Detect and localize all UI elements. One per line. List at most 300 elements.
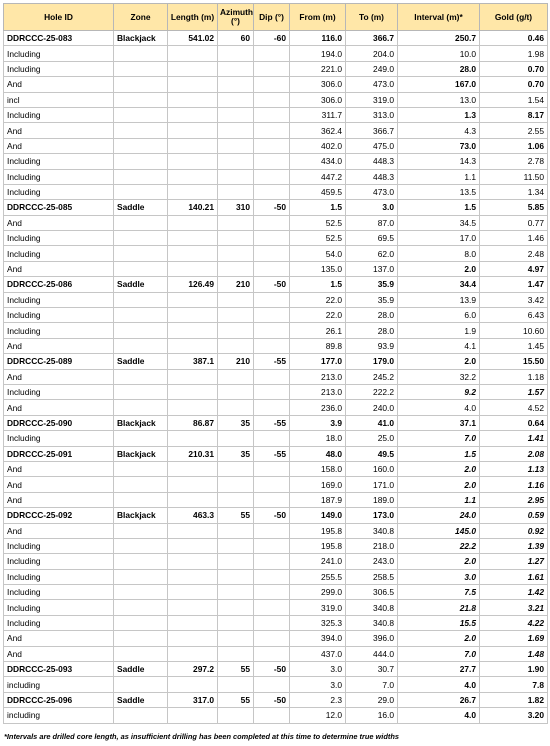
table-row-sub [4, 461, 548, 476]
cell-interval: 28.0 [398, 61, 480, 76]
cell-zone [114, 400, 168, 415]
cell-gold: 2.08 [480, 446, 548, 461]
cell-interval: 7.0 [398, 431, 480, 446]
cell-from: 194.0 [290, 46, 346, 61]
cell-zone: Saddle [114, 200, 168, 215]
cell-dip [254, 615, 290, 630]
cell-hole-id: Including [4, 184, 114, 199]
cell-hole-id: Including [4, 61, 114, 76]
cell-interval: 13.0 [398, 92, 480, 107]
cell-to: 218.0 [346, 538, 398, 553]
cell-dip [254, 400, 290, 415]
cell-zone [114, 585, 168, 600]
cell-hole-id: And [4, 492, 114, 507]
cell-dip [254, 46, 290, 61]
cell-to: 249.0 [346, 61, 398, 76]
cell-from: 319.0 [290, 600, 346, 615]
cell-from: 54.0 [290, 246, 346, 261]
cell-azimuth [218, 538, 254, 553]
cell-azimuth [218, 154, 254, 169]
cell-hole-id: And [4, 77, 114, 92]
cell-azimuth: 310 [218, 200, 254, 215]
cell-length: 140.21 [168, 200, 218, 215]
cell-dip [254, 538, 290, 553]
cell-azimuth [218, 308, 254, 323]
cell-azimuth [218, 338, 254, 353]
cell-gold: 1.47 [480, 277, 548, 292]
cell-azimuth [218, 261, 254, 276]
cell-from: 177.0 [290, 354, 346, 369]
cell-gold: 1.57 [480, 384, 548, 399]
cell-hole-id: DDRCCC-25-086 [4, 277, 114, 292]
cell-gold: 4.97 [480, 261, 548, 276]
cell-dip [254, 184, 290, 199]
cell-zone: Blackjack [114, 31, 168, 46]
cell-length [168, 292, 218, 307]
cell-to: 35.9 [346, 277, 398, 292]
table-row-sub [4, 123, 548, 138]
cell-from: 221.0 [290, 61, 346, 76]
cell-hole-id: DDRCCC-25-085 [4, 200, 114, 215]
cell-zone [114, 231, 168, 246]
cell-to: 3.0 [346, 200, 398, 215]
cell-interval: 27.7 [398, 662, 480, 677]
cell-dip [254, 138, 290, 153]
table-row-sub [4, 169, 548, 184]
cell-hole-id: Including [4, 154, 114, 169]
cell-from: 236.0 [290, 400, 346, 415]
cell-to: 137.0 [346, 261, 398, 276]
table-row-sub [4, 246, 548, 261]
cell-to: 448.3 [346, 169, 398, 184]
cell-from: 195.8 [290, 523, 346, 538]
cell-from: 187.9 [290, 492, 346, 507]
cell-azimuth [218, 569, 254, 584]
cell-azimuth [218, 646, 254, 661]
cell-hole-id: And [4, 261, 114, 276]
cell-length [168, 615, 218, 630]
cell-from: 52.5 [290, 215, 346, 230]
cell-interval: 13.5 [398, 184, 480, 199]
table-row-sub [4, 523, 548, 538]
table-row-hole [4, 415, 548, 430]
cell-hole-id: Including [4, 585, 114, 600]
cell-from: 116.0 [290, 31, 346, 46]
table-row-sub [4, 215, 548, 230]
cell-dip [254, 61, 290, 76]
cell-azimuth: 35 [218, 446, 254, 461]
cell-gold: 15.50 [480, 354, 548, 369]
cell-to: 7.0 [346, 677, 398, 692]
cell-zone [114, 600, 168, 615]
cell-interval: 4.0 [398, 677, 480, 692]
table-row-sub [4, 61, 548, 76]
cell-hole-id: And [4, 523, 114, 538]
cell-hole-id: Including [4, 107, 114, 122]
table-row-hole [4, 692, 548, 707]
cell-from: 48.0 [290, 446, 346, 461]
cell-hole-id: DDRCCC-25-092 [4, 508, 114, 523]
cell-azimuth [218, 477, 254, 492]
cell-gold: 1.98 [480, 46, 548, 61]
cell-length [168, 461, 218, 476]
header-to: To (m) [346, 4, 398, 31]
cell-azimuth: 55 [218, 692, 254, 707]
cell-to: 366.7 [346, 31, 398, 46]
cell-azimuth [218, 215, 254, 230]
cell-zone [114, 477, 168, 492]
cell-gold: 1.06 [480, 138, 548, 153]
cell-length [168, 77, 218, 92]
cell-dip [254, 123, 290, 138]
cell-gold: 7.8 [480, 677, 548, 692]
table-row-sub [4, 554, 548, 569]
cell-to: 204.0 [346, 46, 398, 61]
cell-length [168, 631, 218, 646]
cell-hole-id: Including [4, 569, 114, 584]
cell-to: 245.2 [346, 369, 398, 384]
table-row-sub [4, 677, 548, 692]
cell-length [168, 708, 218, 723]
cell-hole-id: And [4, 646, 114, 661]
cell-zone [114, 677, 168, 692]
cell-interval: 15.5 [398, 615, 480, 630]
cell-zone [114, 123, 168, 138]
cell-to: 396.0 [346, 631, 398, 646]
cell-zone [114, 538, 168, 553]
cell-hole-id: including [4, 677, 114, 692]
cell-zone [114, 184, 168, 199]
cell-hole-id: DDRCCC-25-093 [4, 662, 114, 677]
cell-interval: 4.1 [398, 338, 480, 353]
table-row-sub [4, 569, 548, 584]
cell-gold: 0.70 [480, 77, 548, 92]
cell-gold: 0.92 [480, 523, 548, 538]
cell-hole-id: And [4, 400, 114, 415]
cell-hole-id: And [4, 338, 114, 353]
cell-length [168, 538, 218, 553]
cell-zone [114, 308, 168, 323]
cell-azimuth [218, 461, 254, 476]
cell-azimuth: 55 [218, 662, 254, 677]
cell-zone: Saddle [114, 662, 168, 677]
cell-interval: 1.3 [398, 107, 480, 122]
cell-azimuth: 55 [218, 508, 254, 523]
cell-azimuth [218, 600, 254, 615]
cell-azimuth [218, 554, 254, 569]
cell-dip [254, 261, 290, 276]
cell-to: 35.9 [346, 292, 398, 307]
cell-gold: 4.52 [480, 400, 548, 415]
cell-azimuth [218, 107, 254, 122]
cell-to: 93.9 [346, 338, 398, 353]
cell-to: 49.5 [346, 446, 398, 461]
table-row-sub [4, 77, 548, 92]
cell-azimuth [218, 631, 254, 646]
table-row-sub [4, 107, 548, 122]
cell-to: 473.0 [346, 184, 398, 199]
cell-azimuth [218, 77, 254, 92]
cell-dip [254, 477, 290, 492]
cell-from: 195.8 [290, 538, 346, 553]
cell-gold: 8.17 [480, 107, 548, 122]
cell-length [168, 400, 218, 415]
cell-from: 52.5 [290, 231, 346, 246]
cell-dip [254, 677, 290, 692]
cell-length [168, 107, 218, 122]
cell-dip: -50 [254, 662, 290, 677]
cell-dip [254, 77, 290, 92]
drill-results-table-container [3, 3, 547, 724]
cell-zone [114, 261, 168, 276]
cell-from: 402.0 [290, 138, 346, 153]
cell-length [168, 92, 218, 107]
cell-dip [254, 338, 290, 353]
cell-to: 29.0 [346, 692, 398, 707]
cell-zone [114, 46, 168, 61]
cell-to: 258.5 [346, 569, 398, 584]
cell-to: 87.0 [346, 215, 398, 230]
cell-hole-id: And [4, 123, 114, 138]
cell-zone [114, 338, 168, 353]
cell-gold: 1.41 [480, 431, 548, 446]
cell-zone [114, 154, 168, 169]
cell-gold: 11.50 [480, 169, 548, 184]
cell-hole-id: And [4, 477, 114, 492]
cell-gold: 1.45 [480, 338, 548, 353]
cell-to: 222.2 [346, 384, 398, 399]
cell-zone [114, 492, 168, 507]
cell-length [168, 169, 218, 184]
cell-interval: 13.9 [398, 292, 480, 307]
cell-interval: 7.0 [398, 646, 480, 661]
cell-interval: 2.0 [398, 631, 480, 646]
cell-from: 434.0 [290, 154, 346, 169]
cell-to: 62.0 [346, 246, 398, 261]
cell-dip [254, 246, 290, 261]
cell-to: 41.0 [346, 415, 398, 430]
cell-azimuth: 60 [218, 31, 254, 46]
cell-from: 241.0 [290, 554, 346, 569]
header-dip: Dip (°) [254, 4, 290, 31]
cell-azimuth [218, 246, 254, 261]
cell-gold: 0.64 [480, 415, 548, 430]
table-row-sub [4, 384, 548, 399]
header-hole-id: Hole ID [4, 4, 114, 31]
cell-interval: 4.0 [398, 708, 480, 723]
cell-length [168, 61, 218, 76]
cell-from: 149.0 [290, 508, 346, 523]
cell-interval: 17.0 [398, 231, 480, 246]
cell-zone [114, 169, 168, 184]
cell-from: 89.8 [290, 338, 346, 353]
cell-from: 3.0 [290, 662, 346, 677]
cell-zone [114, 215, 168, 230]
cell-hole-id: And [4, 138, 114, 153]
cell-azimuth [218, 615, 254, 630]
cell-dip [254, 323, 290, 338]
cell-to: 30.7 [346, 662, 398, 677]
cell-azimuth [218, 92, 254, 107]
cell-gold: 0.59 [480, 508, 548, 523]
table-row-sub [4, 308, 548, 323]
cell-to: 28.0 [346, 308, 398, 323]
table-row-sub [4, 477, 548, 492]
cell-to: 340.8 [346, 615, 398, 630]
cell-dip [254, 523, 290, 538]
table-row-sub [4, 369, 548, 384]
cell-interval: 4.3 [398, 123, 480, 138]
cell-length [168, 369, 218, 384]
cell-to: 448.3 [346, 154, 398, 169]
cell-dip [254, 431, 290, 446]
cell-azimuth [218, 400, 254, 415]
cell-length [168, 431, 218, 446]
cell-hole-id: Including [4, 246, 114, 261]
cell-gold: 3.42 [480, 292, 548, 307]
cell-dip [254, 646, 290, 661]
cell-hole-id: Including [4, 169, 114, 184]
cell-interval: 10.0 [398, 46, 480, 61]
cell-gold: 1.69 [480, 631, 548, 646]
cell-interval: 1.5 [398, 446, 480, 461]
cell-zone [114, 369, 168, 384]
cell-from: 213.0 [290, 384, 346, 399]
cell-interval: 1.5 [398, 200, 480, 215]
cell-gold: 1.39 [480, 538, 548, 553]
cell-gold: 0.46 [480, 31, 548, 46]
cell-zone: Blackjack [114, 415, 168, 430]
cell-interval: 8.0 [398, 246, 480, 261]
cell-interval: 37.1 [398, 415, 480, 430]
cell-interval: 34.4 [398, 277, 480, 292]
cell-from: 447.2 [290, 169, 346, 184]
cell-length [168, 323, 218, 338]
cell-azimuth [218, 138, 254, 153]
cell-length: 387.1 [168, 354, 218, 369]
cell-hole-id: Including [4, 431, 114, 446]
cell-interval: 73.0 [398, 138, 480, 153]
cell-interval: 32.2 [398, 369, 480, 384]
cell-gold: 1.90 [480, 662, 548, 677]
cell-dip [254, 107, 290, 122]
cell-hole-id: incl [4, 92, 114, 107]
cell-gold: 1.61 [480, 569, 548, 584]
cell-length [168, 231, 218, 246]
cell-zone [114, 107, 168, 122]
cell-length [168, 246, 218, 261]
cell-zone [114, 523, 168, 538]
cell-dip [254, 231, 290, 246]
cell-from: 311.7 [290, 107, 346, 122]
cell-azimuth [218, 523, 254, 538]
cell-to: 25.0 [346, 431, 398, 446]
cell-interval: 7.5 [398, 585, 480, 600]
cell-gold: 0.70 [480, 61, 548, 76]
cell-gold: 1.18 [480, 369, 548, 384]
cell-zone [114, 138, 168, 153]
header-azimuth: Azimuth (°) [218, 4, 254, 31]
cell-length [168, 523, 218, 538]
cell-interval: 2.0 [398, 354, 480, 369]
cell-hole-id: DDRCCC-25-089 [4, 354, 114, 369]
cell-length [168, 384, 218, 399]
cell-dip [254, 215, 290, 230]
cell-from: 1.5 [290, 200, 346, 215]
cell-gold: 1.13 [480, 461, 548, 476]
cell-hole-id: And [4, 369, 114, 384]
cell-length [168, 569, 218, 584]
cell-length [168, 646, 218, 661]
cell-dip [254, 554, 290, 569]
cell-hole-id: Including [4, 323, 114, 338]
cell-zone: Saddle [114, 692, 168, 707]
footnote: *Intervals are drilled core length, as insufficient drilling has been completed at this time to determine true widths [4, 732, 399, 741]
table-row-sub [4, 92, 548, 107]
table-row-sub [4, 400, 548, 415]
cell-length [168, 138, 218, 153]
table-row-sub [4, 138, 548, 153]
cell-gold: 3.21 [480, 600, 548, 615]
table-row-sub [4, 231, 548, 246]
table-row-sub [4, 708, 548, 723]
cell-interval: 1.9 [398, 323, 480, 338]
cell-from: 22.0 [290, 308, 346, 323]
cell-azimuth [218, 61, 254, 76]
cell-zone [114, 323, 168, 338]
cell-interval: 2.0 [398, 261, 480, 276]
cell-interval: 34.5 [398, 215, 480, 230]
cell-interval: 2.0 [398, 554, 480, 569]
cell-hole-id: DDRCCC-25-090 [4, 415, 114, 430]
cell-from: 158.0 [290, 461, 346, 476]
cell-interval: 2.0 [398, 477, 480, 492]
cell-to: 179.0 [346, 354, 398, 369]
cell-length [168, 600, 218, 615]
header-from: From (m) [290, 4, 346, 31]
cell-dip [254, 631, 290, 646]
cell-length [168, 154, 218, 169]
cell-gold: 1.16 [480, 477, 548, 492]
cell-interval: 22.2 [398, 538, 480, 553]
cell-gold: 2.78 [480, 154, 548, 169]
cell-dip: -60 [254, 31, 290, 46]
cell-hole-id: Including [4, 231, 114, 246]
cell-from: 22.0 [290, 292, 346, 307]
cell-length [168, 554, 218, 569]
cell-azimuth: 210 [218, 277, 254, 292]
cell-hole-id: Including [4, 554, 114, 569]
cell-zone [114, 61, 168, 76]
table-row-sub [4, 323, 548, 338]
cell-from: 306.0 [290, 92, 346, 107]
cell-interval: 26.7 [398, 692, 480, 707]
cell-hole-id: DDRCCC-25-096 [4, 692, 114, 707]
cell-to: 28.0 [346, 323, 398, 338]
cell-to: 69.5 [346, 231, 398, 246]
cell-hole-id: And [4, 215, 114, 230]
cell-gold: 2.95 [480, 492, 548, 507]
cell-interval: 3.0 [398, 569, 480, 584]
cell-zone [114, 292, 168, 307]
cell-to: 366.7 [346, 123, 398, 138]
cell-zone: Saddle [114, 354, 168, 369]
cell-hole-id: including [4, 708, 114, 723]
cell-azimuth [218, 677, 254, 692]
cell-interval: 4.0 [398, 400, 480, 415]
table-header-row [4, 4, 548, 31]
table-row-sub [4, 154, 548, 169]
